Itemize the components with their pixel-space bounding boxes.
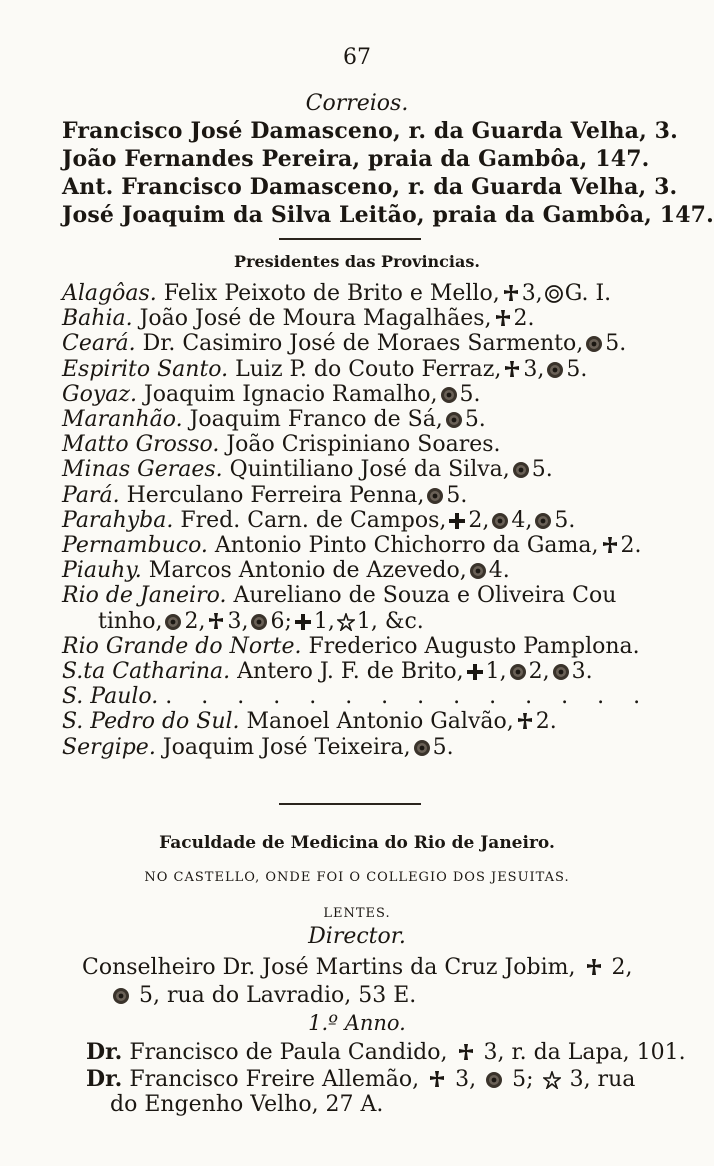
president-name: Quintiliano José da Silva, xyxy=(229,457,510,482)
order-grade: 5. xyxy=(446,483,468,508)
order-rose-icon xyxy=(112,987,130,1005)
faculdade-subheading: NO CASTELLO, ONDE FOI O COLLEGIO DOS JESUITAS. xyxy=(144,870,570,885)
president-name: João Crispiniano Soares. xyxy=(226,432,501,457)
president-name: Dr. Casimiro José de Moraes Sarmento, xyxy=(142,331,584,356)
president-entry xyxy=(62,585,616,607)
professor-grade: 5; xyxy=(512,1067,534,1092)
president-entry xyxy=(98,611,424,633)
correios-entry: Ant. Francisco Damasceno, r. da Guarda Velha, 3. xyxy=(62,174,678,200)
order-grade: 1, &c. xyxy=(356,609,424,634)
order-grade: 5. xyxy=(432,735,454,760)
order-grade: 4. xyxy=(488,558,510,583)
order-grade: G. I. xyxy=(564,281,612,306)
professor-2-line-2: do Engenho Velho, 27 A. xyxy=(110,1092,384,1117)
order-rose-icon xyxy=(509,663,527,681)
order-star-icon xyxy=(337,613,355,631)
professor-grade: 3, xyxy=(455,1067,477,1092)
director-name: Conselheiro Dr. José Martins da Cruz Jobim, xyxy=(82,955,576,980)
president-name: Aureliano de Souza e Oliveira Cou xyxy=(233,583,617,608)
province-name: Matto Grosso. xyxy=(62,432,227,457)
order-grade: 2. xyxy=(513,306,535,331)
order-rose-icon xyxy=(164,613,182,631)
president-entry xyxy=(62,535,642,557)
professor-2 xyxy=(86,1068,635,1091)
president-entry xyxy=(62,359,587,381)
president-entry xyxy=(62,485,467,507)
order-rose-icon xyxy=(585,335,603,353)
order-cross-icon xyxy=(207,613,225,631)
province-name: Maranhão. xyxy=(62,407,190,432)
professor-title: Dr. xyxy=(86,1039,123,1065)
province-name: Rio Grande do Norte. xyxy=(62,634,309,659)
order-rose-icon xyxy=(440,386,458,404)
province-name: Bahia. xyxy=(62,306,140,331)
province-name: Piauhy. xyxy=(62,558,149,583)
order-rose-icon xyxy=(546,361,564,379)
order-grade: 5. xyxy=(531,457,553,482)
president-entry xyxy=(62,737,454,759)
president-name: Fred. Carn. de Campos, xyxy=(180,508,447,533)
order-plus-icon xyxy=(466,663,484,681)
order-grade: 5. xyxy=(554,508,576,533)
president-name: Joaquim Ignacio Ramalho, xyxy=(143,382,438,407)
professor-title: Dr. xyxy=(86,1066,123,1092)
order-rose-icon xyxy=(512,461,530,479)
president-entry xyxy=(62,434,501,456)
faculdade-heading: Faculdade de Medicina do Rio de Janeiro. xyxy=(159,833,555,853)
order-rose-icon xyxy=(485,1071,503,1089)
president-name: Herculano Ferreira Penna, xyxy=(126,483,425,508)
order-cross-icon xyxy=(502,285,520,303)
order-grade: 5. xyxy=(459,382,481,407)
president-entry xyxy=(62,459,553,481)
correios-entry: José Joaquim da Silva Leitão, praia da Gambôa, 147. xyxy=(62,202,714,228)
president-name: João José de Moura Magalhães, xyxy=(139,306,492,331)
president-name: Frederico Augusto Pamplona. xyxy=(308,634,640,659)
president-entry xyxy=(62,636,640,658)
order-rose-icon xyxy=(469,562,487,580)
correios-entry: Francisco José Damasceno, r. da Guarda Velha, 3. xyxy=(62,118,678,144)
order-grade: 5. xyxy=(605,331,627,356)
order-grade: 6; xyxy=(270,609,292,634)
director-line-2 xyxy=(110,985,416,1007)
president-name: Joaquim José Teixeira, xyxy=(162,735,411,760)
order-rose-icon xyxy=(491,512,509,530)
order-cross-icon xyxy=(428,1071,446,1089)
lentes-label: LENTES. xyxy=(323,906,391,921)
president-name: Manoel Antonio Galvão, xyxy=(246,709,514,734)
province-name: Sergipe. xyxy=(62,735,163,760)
president-entry xyxy=(62,560,510,582)
correios-heading: Correios. xyxy=(305,91,409,116)
director-line-1 xyxy=(82,957,633,979)
province-name: Pernambuco. xyxy=(62,533,215,558)
order-rose-icon xyxy=(534,512,552,530)
order-grade: 2, xyxy=(184,609,206,634)
president-entry xyxy=(62,661,593,683)
province-name: Espirito Santo. xyxy=(62,357,236,382)
president-entry xyxy=(62,384,481,406)
order-rose-icon xyxy=(426,487,444,505)
president-name: Marcos Antonio de Azevedo, xyxy=(148,558,467,583)
order-grade: 1, xyxy=(485,659,507,684)
presidentes-heading: Presidentes das Provincias. xyxy=(234,252,480,271)
order-rose-icon xyxy=(552,663,570,681)
order-cross-icon xyxy=(516,713,534,731)
order-cross-icon xyxy=(503,361,521,379)
president-name: Felix Peixoto de Brito e Mello, xyxy=(163,281,500,306)
president-entry xyxy=(62,283,611,305)
professor-name: Francisco Freire Allemão, xyxy=(129,1067,420,1092)
correios-entry: João Fernandes Pereira, praia da Gambôa, 147. xyxy=(62,146,650,172)
order-grade: 2, xyxy=(468,508,490,533)
professor-name: Francisco de Paula Candido, xyxy=(129,1040,448,1065)
province-name: Parahyba. xyxy=(62,508,181,533)
president-entry xyxy=(62,510,575,532)
president-name: Antonio Pinto Chichorro da Gama, xyxy=(214,533,599,558)
president-entry xyxy=(62,686,651,708)
province-name: S. Pedro do Sul. xyxy=(62,709,247,734)
province-name: Pará. xyxy=(62,483,127,508)
province-name: Goyaz. xyxy=(62,382,144,407)
section-divider xyxy=(279,803,421,805)
order-grade: 2. xyxy=(535,709,557,734)
president-entry xyxy=(62,308,535,330)
order-rose-icon xyxy=(413,739,431,757)
order-grade: 5. xyxy=(464,407,486,432)
professor-1 xyxy=(86,1041,686,1064)
professor-address: 3, r. da Lapa, 101. xyxy=(483,1040,686,1065)
order-grade: 1, xyxy=(313,609,335,634)
page-number: 67 xyxy=(343,45,371,70)
director-heading: Director. xyxy=(308,924,406,949)
order-grade: 3. xyxy=(571,659,593,684)
province-name: Ceará. xyxy=(62,331,143,356)
order-grade: 3, xyxy=(521,281,543,306)
order-rose-icon xyxy=(445,411,463,429)
order-ring-icon xyxy=(545,285,563,303)
province-name: Alagôas. xyxy=(62,281,164,306)
order-plus-icon xyxy=(294,613,312,631)
president-entry xyxy=(62,711,557,733)
president-entry xyxy=(62,409,486,431)
president-entry xyxy=(62,333,626,355)
director-grade: 2, xyxy=(611,955,633,980)
director-address: 5, rua do Lavradio, 53 E. xyxy=(139,983,417,1008)
order-grade: 2, xyxy=(528,659,550,684)
province-name: Rio de Janeiro. xyxy=(62,583,234,608)
order-rose-icon xyxy=(250,613,268,631)
president-name: tinho, xyxy=(98,609,163,634)
professor-address: 3, rua xyxy=(569,1067,636,1092)
order-grade: 3, xyxy=(523,357,545,382)
president-name: . . . . . . . . . . . . . . xyxy=(165,684,652,709)
order-grade: 3, xyxy=(227,609,249,634)
order-cross-icon xyxy=(601,537,619,555)
order-cross-icon xyxy=(585,959,603,977)
order-plus-icon xyxy=(448,512,466,530)
order-grade: 4, xyxy=(511,508,533,533)
order-grade: 2. xyxy=(620,533,642,558)
province-name: Minas Geraes. xyxy=(62,457,230,482)
section-divider xyxy=(279,238,421,240)
anno-heading: 1.º Anno. xyxy=(308,1011,406,1035)
province-name: S.ta Catharina. xyxy=(62,659,238,684)
president-name: Joaquim Franco de Sá, xyxy=(189,407,443,432)
president-name: Luiz P. do Couto Ferraz, xyxy=(235,357,502,382)
order-cross-icon xyxy=(494,310,512,328)
president-name: Antero J. F. de Brito, xyxy=(237,659,464,684)
order-star-icon xyxy=(543,1071,561,1089)
order-cross-icon xyxy=(457,1044,475,1062)
province-name: S. Paulo. xyxy=(62,684,166,709)
order-grade: 5. xyxy=(566,357,588,382)
